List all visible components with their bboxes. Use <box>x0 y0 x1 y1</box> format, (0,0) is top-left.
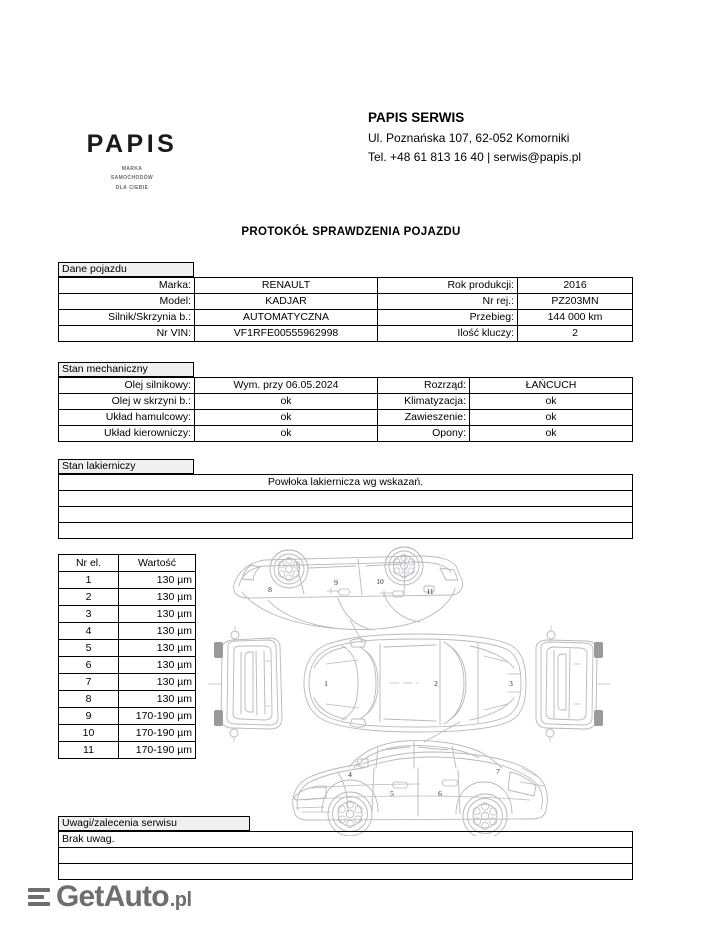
table-row <box>59 674 196 691</box>
table-row <box>59 410 633 426</box>
getauto-wordmark: GetAuto <box>56 880 169 913</box>
table-row <box>59 725 196 742</box>
field-label: Opony: <box>378 426 470 442</box>
element-value: 130 µm <box>119 640 196 657</box>
company-contact: Tel. +48 61 813 16 40 | serwis@papis.pl <box>368 149 582 164</box>
diagram-label-4: 4 <box>348 770 352 779</box>
paint-condition-table <box>58 474 633 539</box>
field-value: ŁAŃCUCH <box>470 378 633 394</box>
field-label: Olej w skrzyni b.: <box>59 394 195 410</box>
paint-note: Powłoka lakiernicza wg wskazań. <box>59 475 633 491</box>
field-value: KADJAR <box>195 294 378 310</box>
element-number: 1 <box>59 572 119 589</box>
table-row <box>59 394 633 410</box>
paint-note <box>59 491 633 507</box>
page-footer <box>0 878 702 934</box>
field-value: PZ203MN <box>518 294 633 310</box>
service-notes-section <box>58 816 632 880</box>
element-number: 3 <box>59 606 119 623</box>
field-value: ok <box>470 426 633 442</box>
table-row <box>59 426 633 442</box>
table-row <box>59 657 196 674</box>
papis-tagline-line-1: marka <box>121 165 143 172</box>
paint-condition-section <box>58 459 632 539</box>
diagram-label-5: 5 <box>390 789 394 798</box>
paint-measurements-table <box>58 554 196 759</box>
table-row <box>59 326 633 342</box>
table-row <box>59 589 196 606</box>
paint-section-title: Stan lakierniczy <box>58 459 194 474</box>
service-notes-table <box>58 831 633 880</box>
field-label: Marka: <box>59 278 195 294</box>
field-label: Zawieszenie: <box>378 410 470 426</box>
vehicle-blueprint-svg <box>208 546 648 836</box>
element-value: 130 µm <box>119 606 196 623</box>
company-address: Ul. Poznańska 107, 62-052 Komorniki <box>368 130 570 145</box>
diagram-label-3: 3 <box>509 679 513 688</box>
element-value: 130 µm <box>119 674 196 691</box>
table-row <box>59 606 196 623</box>
page-title: PROTOKÓŁ SPRAWDZENIA POJAZDU <box>241 226 461 238</box>
element-number: 11 <box>59 742 119 759</box>
document-header <box>0 0 702 210</box>
field-value: RENAULT <box>195 278 378 294</box>
diagram-label-1: 1 <box>324 679 328 688</box>
diagram-label-2: 2 <box>434 679 438 688</box>
element-number: 8 <box>59 691 119 708</box>
field-value: AUTOMATYCZNA <box>195 310 378 326</box>
column-header-element-number: Nr el. <box>59 555 119 572</box>
diagram-label-9: 9 <box>334 578 338 587</box>
vehicle-diagram-group <box>208 546 648 836</box>
table-row <box>59 507 633 523</box>
field-value: 2016 <box>518 278 633 294</box>
field-value: 2 <box>518 326 633 342</box>
field-value: VF1RFE00555962998 <box>195 326 378 342</box>
element-number: 6 <box>59 657 119 674</box>
papis-tagline-line-2: samochodów <box>110 174 154 182</box>
element-value: 170-190 µm <box>119 742 196 759</box>
field-label: Klimatyzacja: <box>378 394 470 410</box>
papis-tagline <box>72 164 192 192</box>
field-label: Nr VIN: <box>59 326 195 342</box>
table-row <box>59 572 196 589</box>
field-label: Silnik/Skrzynia b.: <box>59 310 195 326</box>
field-label: Ilość kluczy: <box>378 326 518 342</box>
table-row <box>59 475 633 491</box>
field-value: ok <box>195 394 378 410</box>
field-label: Układ hamulcowy: <box>59 410 195 426</box>
element-value: 130 µm <box>119 589 196 606</box>
vehicle-data-section <box>58 262 632 342</box>
diagram-label-10: 10 <box>376 577 384 586</box>
field-label: Nr rej.: <box>378 294 518 310</box>
element-number: 5 <box>59 640 119 657</box>
diagram-front-view <box>208 626 282 742</box>
field-value: ok <box>195 410 378 426</box>
paint-note <box>59 507 633 523</box>
papis-logo <box>72 132 192 192</box>
getauto-logo <box>28 882 192 912</box>
diagram-label-8: 8 <box>268 585 272 594</box>
diagram-top-view <box>304 634 526 732</box>
element-value: 130 µm <box>119 623 196 640</box>
field-value: Wym. przy 06.05.2024 <box>195 378 378 394</box>
diagram-label-6: 6 <box>438 789 442 798</box>
element-value: 130 µm <box>119 657 196 674</box>
element-value: 130 µm <box>119 691 196 708</box>
field-label: Układ kierowniczy: <box>59 426 195 442</box>
element-number: 10 <box>59 725 119 742</box>
paint-note <box>59 523 633 539</box>
table-row <box>59 708 196 725</box>
element-number: 7 <box>59 674 119 691</box>
element-number: 4 <box>59 623 119 640</box>
vehicle-data-section-title: Dane pojazdu <box>58 262 194 277</box>
field-label: Olej silnikowy: <box>59 378 195 394</box>
table-row <box>59 310 633 326</box>
field-label: Przebieg: <box>378 310 518 326</box>
table-row <box>59 491 633 507</box>
field-value: ok <box>470 410 633 426</box>
table-row <box>59 848 633 864</box>
papis-tagline-line-3: dla ciebie <box>115 183 149 191</box>
table-row <box>59 523 633 539</box>
table-row <box>59 691 196 708</box>
table-row <box>59 294 633 310</box>
getauto-tld: .pl <box>169 889 192 911</box>
field-label: Rok produkcji: <box>378 278 518 294</box>
table-row <box>59 378 633 394</box>
table-row <box>59 278 633 294</box>
service-note: Brak uwag. <box>59 832 633 848</box>
table-row <box>59 640 196 657</box>
table-row <box>59 742 196 759</box>
papis-wordmark: PAPIS <box>86 130 178 158</box>
table-header-row <box>59 555 196 572</box>
mechanical-condition-table <box>58 377 633 442</box>
vehicle-data-table <box>58 277 633 342</box>
service-note <box>59 848 633 864</box>
element-number: 9 <box>59 708 119 725</box>
table-row <box>59 832 633 848</box>
mechanical-section-title: Stan mechaniczny <box>58 362 194 377</box>
company-contact-block <box>368 108 698 166</box>
mechanical-condition-section <box>58 362 632 442</box>
diagram-label-7: 7 <box>496 767 500 776</box>
field-value: ok <box>470 394 633 410</box>
element-value: 130 µm <box>119 572 196 589</box>
field-value: ok <box>195 426 378 442</box>
diagram-label-11: 11 <box>426 587 434 596</box>
element-value: 170-190 µm <box>119 708 196 725</box>
diagram-rear-view <box>536 626 610 742</box>
menu-bars-icon <box>28 886 50 908</box>
table-row <box>59 623 196 640</box>
column-header-value: Wartość <box>119 555 196 572</box>
field-value: 144 000 km <box>518 310 633 326</box>
company-name: PAPIS SERWIS <box>368 110 465 125</box>
field-label: Rozrząd: <box>378 378 470 394</box>
service-notes-section-title: Uwagi/zalecenia serwisu <box>58 816 250 831</box>
element-value: 170-190 µm <box>119 725 196 742</box>
element-number: 2 <box>59 589 119 606</box>
field-label: Model: <box>59 294 195 310</box>
